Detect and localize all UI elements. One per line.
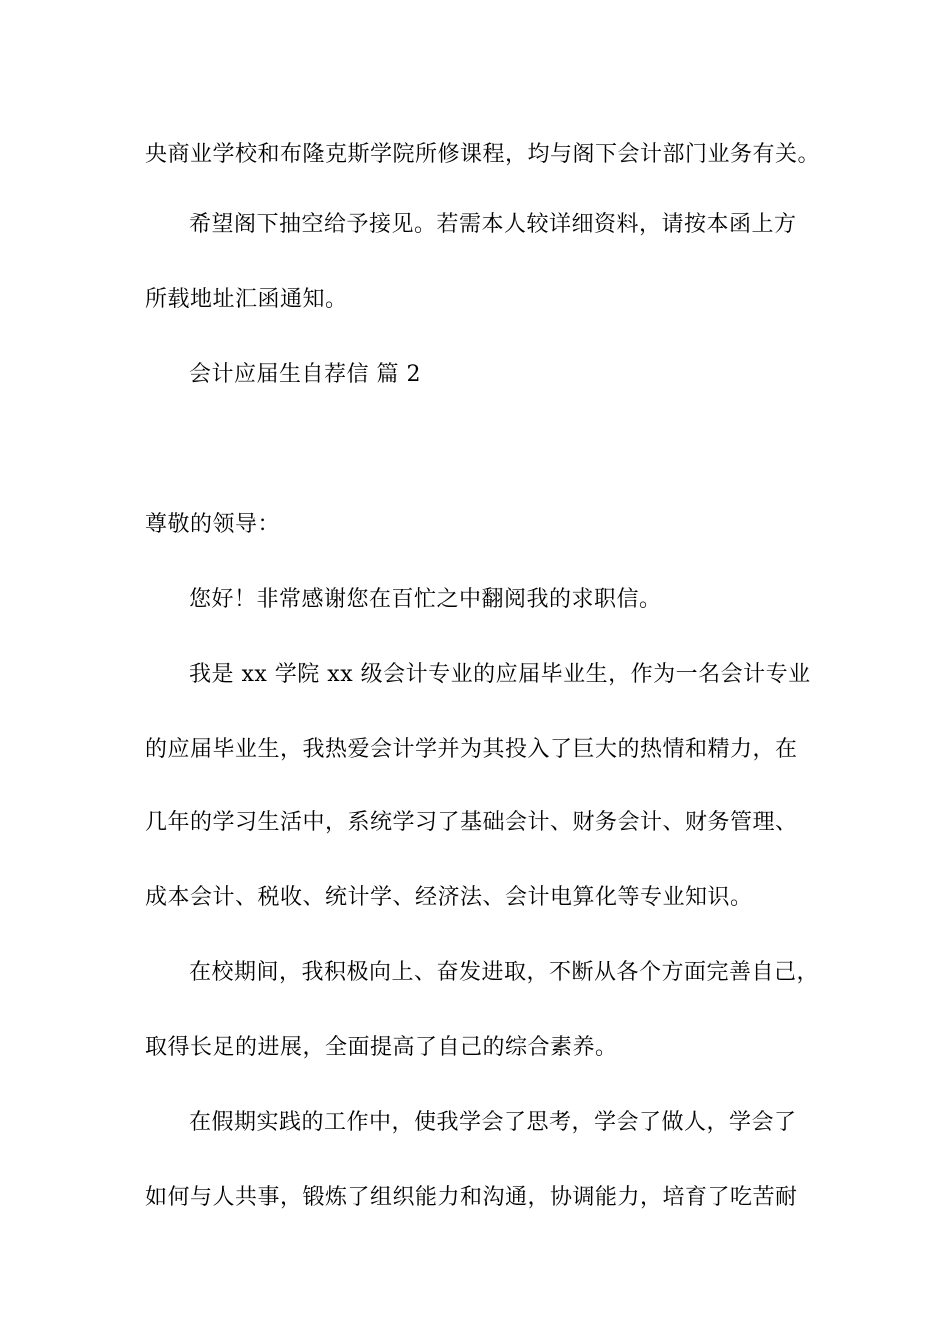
salutation: 尊敬的领导：	[145, 512, 281, 537]
text-line: 希望阁下抽空给予接见。若需本人较详细资料，请按本函上方	[189, 212, 797, 237]
text-line: 取得长足的进展，全面提高了自己的综合素养。	[145, 1035, 618, 1060]
text-line: 如何与人共事，锻炼了组织能力和沟通，协调能力，培育了吃苦耐	[145, 1185, 798, 1210]
text-line: 在假期实践的工作中，使我学会了思考，学会了做人，学会了	[189, 1110, 797, 1135]
text-line: 所载地址汇函通知。	[145, 287, 348, 312]
text-line: 央商业学校和布隆克斯学院所修课程，均与阁下会计部门业务有关。	[145, 142, 821, 167]
text-line: 您好！非常感谢您在百忙之中翻阅我的求职信。	[189, 587, 662, 612]
text-line: 成本会计、税收、统计学、经济法、会计电算化等专业知识。	[145, 885, 753, 910]
section-heading: 会计应届生自荐信 篇 2	[189, 362, 421, 387]
text-line: 的应届毕业生，我热爱会计学并为其投入了巨大的热情和精力，在	[145, 737, 798, 762]
text-line: 几年的学习生活中，系统学习了基础会计、财务会计、财务管理、	[145, 810, 798, 835]
text-line: 我是 xx 学院 xx 级会计专业的应届毕业生，作为一名会计专业	[189, 662, 811, 687]
text-line: 在校期间，我积极向上、奋发进取，不断从各个方面完善自己，	[189, 960, 820, 985]
